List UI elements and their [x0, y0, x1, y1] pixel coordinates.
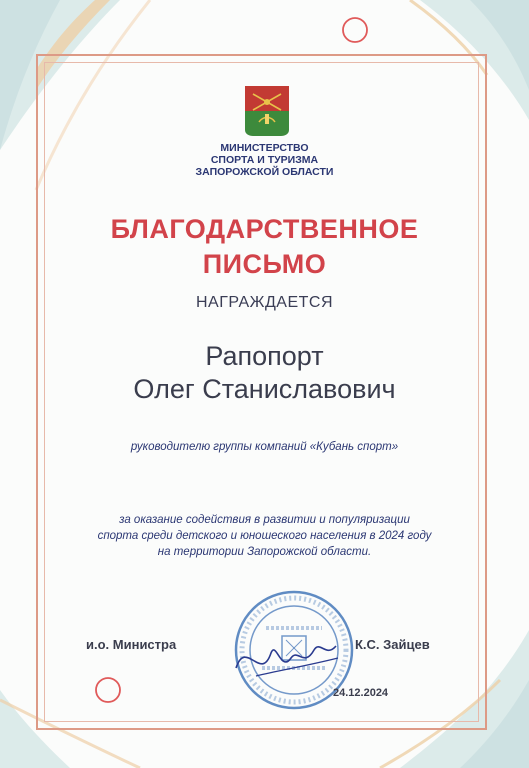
signatory-title: и.о. Министра [86, 637, 177, 652]
reason-line-1: за оказание содействия в развитии и популяризации [119, 514, 410, 526]
ministry-name [0, 142, 529, 178]
signature-icon [226, 628, 346, 688]
reason-line-3: на территории Запорожской области. [157, 546, 372, 558]
recipient-position: руководителю группы компаний «Кубань спорт» [130, 441, 399, 453]
issue-date: 24.12.2024 [333, 687, 389, 699]
title-line-1: БЛАГОДАРСТВЕННОЕ [110, 214, 419, 244]
document-title [0, 212, 529, 282]
recipient-given-names: Олег Станиславович [133, 374, 396, 404]
recipient-surname: Рапопорт [205, 341, 324, 371]
award-reason [0, 512, 529, 560]
title-line-2: ПИСЬМО [202, 249, 327, 279]
ministry-line-3: ЗАПОРОЖСКОЙ ОБЛАСТИ [195, 166, 334, 178]
signatory-name: К.С. Зайцев [355, 637, 430, 652]
coat-of-arms-icon [245, 86, 289, 136]
recipient-name [0, 340, 529, 406]
ministry-line-2: СПОРТА И ТУРИЗМА [210, 154, 319, 166]
awarded-label: НАГРАЖДАЕТСЯ [196, 294, 333, 311]
ministry-line-1: МИНИСТЕРСТВО [220, 142, 309, 154]
reason-line-2: спорта среди детского и юношеского населения в 2024 году [97, 530, 432, 542]
